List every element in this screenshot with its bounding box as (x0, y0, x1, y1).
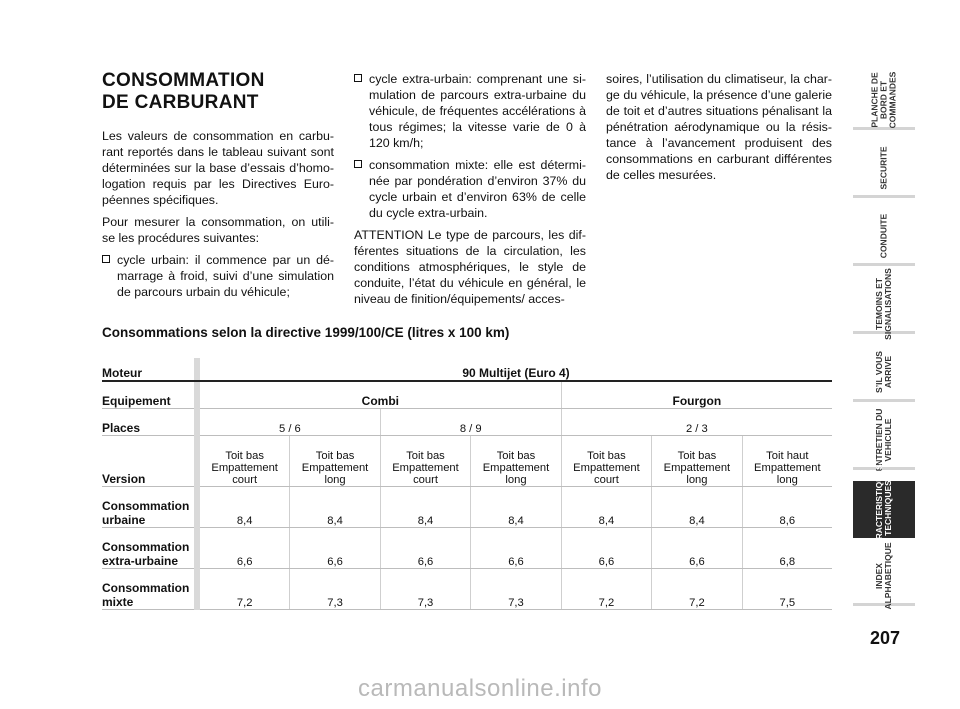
table-row-mixte (102, 569, 832, 610)
consumption-table (102, 358, 832, 610)
value-cell: 6,6 (380, 528, 470, 569)
version-cell: Toit bas Empattement long (652, 436, 742, 487)
places-value: 5 / 6 (200, 409, 380, 436)
bullet-text: cycle urbain: il commence par un dé-marrage à froid, suivi d’une simulation de parcours urbain du véhicule; (117, 253, 334, 299)
value-cell: 8,6 (742, 487, 832, 528)
tab-planche-de-bord[interactable]: PLANCHE DE BORD ET COMMANDES (853, 73, 915, 130)
table-row-motor (102, 358, 832, 381)
version-cell: Toit bas Empattement court (561, 436, 651, 487)
tab-securite[interactable]: SECURITE (853, 141, 915, 198)
attention-paragraph: ATTENTION Le type de parcours, les dif-férentes situations de la circulation, les conditions atmosphériques, le style de conduite, l’état du véhicule en général, le niveau de finition/équipements/ acces- (354, 228, 586, 306)
value-cell: 8,4 (561, 487, 651, 528)
label-version: Version (102, 436, 194, 487)
version-cell: Toit bas Empattement court (200, 436, 290, 487)
checkbox-bullet-icon (102, 255, 110, 263)
label-places: Places (102, 409, 194, 436)
value-cell: 6,6 (471, 528, 561, 569)
table-row-version (102, 436, 832, 487)
equip-fourgon: Fourgon (561, 381, 832, 409)
value-cell: 7,3 (290, 569, 380, 610)
table-row-extra-urbaine (102, 528, 832, 569)
tab-conduite[interactable]: CONDUITE (853, 209, 915, 266)
checkbox-bullet-icon (354, 74, 362, 82)
tab-caracteristiques[interactable]: CARACTERISTIQUES TECHNIQUES (853, 481, 915, 538)
bullet-text: cycle extra-urbain: comprenant une si-mulation de parcours extra-urbaine du véhicule, de fréquentes accélérations à tous régimes; la vitesse varie de 0 à 120 km/h; (369, 72, 586, 150)
places-value: 8 / 9 (380, 409, 561, 436)
text-column-2 (354, 71, 586, 313)
page-title (102, 70, 342, 114)
bullet-text: consommation mixte: elle est détermi-née par pondération d’environ 37% du cycle urbain et d’environ 63% de celle du cycle extra-urbain. (369, 158, 586, 220)
text-column-1 (102, 128, 334, 306)
bullet-mixed-consumption (354, 157, 586, 221)
version-cell: Toit bas Empattement long (471, 436, 561, 487)
value-cell: 6,6 (200, 528, 290, 569)
tab-temoins[interactable]: TEMOINS ET SIGNALISATIONS (853, 277, 915, 334)
title-line-1: CONSOMMATION (102, 70, 265, 91)
value-cell: 8,4 (652, 487, 742, 528)
version-cell: Toit bas Empattement long (290, 436, 380, 487)
value-cell: 8,4 (380, 487, 470, 528)
value-cell: 8,4 (200, 487, 290, 528)
text-column-3 (606, 71, 832, 189)
label-moteur: Moteur (102, 366, 142, 380)
label-urbaine: Consommation urbaine (102, 487, 194, 528)
watermark: carmanualsonline.info (358, 675, 602, 702)
table-title: Consommations selon la directive 1999/100/CE (litres x 100 km) (102, 325, 510, 340)
value-cell: 6,8 (742, 528, 832, 569)
value-cell: 7,2 (200, 569, 290, 610)
tab-sil-vous-arrive[interactable]: S’IL VOUS ARRIVE (853, 345, 915, 402)
value-cell: 6,6 (652, 528, 742, 569)
tab-index[interactable]: INDEX ALPHABETIQUE (853, 549, 915, 606)
title-line-2: DE CARBURANT (102, 92, 259, 113)
intro-paragraph: Les valeurs de consommation en carbu-rant reportés dans le tableau suivant sont déterminées sur la base d’essais d’homo-logation requis par les Directives Euro-péennes spécifiques. (102, 129, 334, 207)
table-row-places (102, 409, 832, 436)
continuation-paragraph: soires, l’utilisation du climatiseur, la char-ge du véhicule, la présence d’une galerie de toit et d’autres situations pénalisant la pénétration aérodynamique ou la résis-tance à l’avancement produisent des consommations en carburant différentes de celles mesurées. (606, 72, 832, 182)
version-cell: Toit haut Empattement long (742, 436, 832, 487)
label-equipement: Equipement (102, 381, 194, 409)
procedure-paragraph: Pour mesurer la consommation, on utili-se les procédures suivantes: (102, 215, 334, 245)
places-value: 2 / 3 (561, 409, 832, 436)
value-cell: 7,2 (561, 569, 651, 610)
checkbox-bullet-icon (354, 160, 362, 168)
equip-combi: Combi (200, 381, 561, 409)
bullet-urban-cycle (102, 252, 334, 300)
value-cell: 6,6 (561, 528, 651, 569)
tab-entretien[interactable]: ENTRETIEN DU VEHICULE (853, 413, 915, 470)
value-cell: 7,2 (652, 569, 742, 610)
label-mixte: Consommation mixte (102, 569, 194, 610)
bullet-extra-urban-cycle (354, 71, 586, 151)
value-cell: 7,5 (742, 569, 832, 610)
value-cell: 8,4 (290, 487, 380, 528)
page-number: 207 (869, 628, 901, 648)
value-cell: 7,3 (471, 569, 561, 610)
value-cell: 6,6 (290, 528, 380, 569)
motor-value: 90 Multijet (Euro 4) (462, 366, 570, 380)
value-cell: 8,4 (471, 487, 561, 528)
value-cell: 7,3 (380, 569, 470, 610)
table-row-equipment (102, 381, 832, 409)
version-cell: Toit bas Empattement court (380, 436, 470, 487)
table-row-urbaine (102, 487, 832, 528)
label-extra-urbaine: Consommation extra-urbaine (102, 528, 194, 569)
